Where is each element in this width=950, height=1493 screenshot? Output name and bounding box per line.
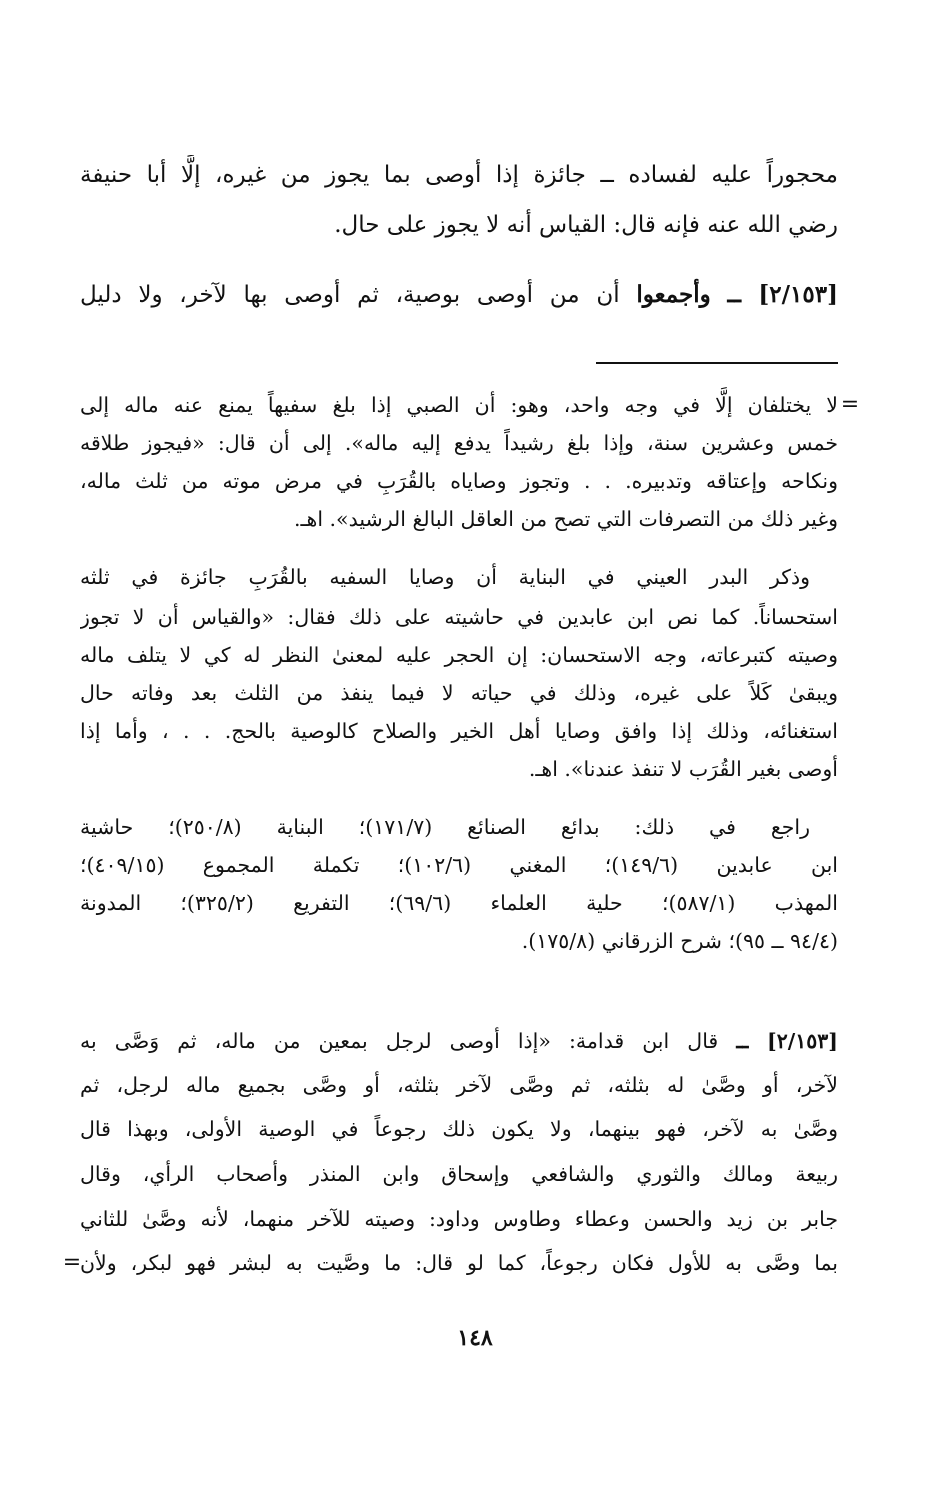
footnote-line: وغير ذلك من التصرفات التي تصح من العاقل البالغ الرشيد». اهـ. [294, 507, 838, 531]
footnote-line: وصَّىٰ به لآخر، فهو بينهما، ولا يكون ذلك رجوعاً في الوصية الأولى، وبهذا قال [80, 1117, 838, 1141]
footnote-entry-number: [٢/١٥٣] ــ [736, 1029, 838, 1053]
footnote-line: وذكر البدر العيني في البناية أن وصايا السفيه بالقُرَبِ جائزة في ثلثه [80, 565, 810, 589]
entry-bold-phrase: وأجمعوا [636, 281, 711, 308]
footnote-line: لا يختلفان إلَّا في وجه واحد، وهو: أن الصبي إذا بلغ سفيهاً يمنع عنه ماله إلى [80, 393, 838, 417]
footnote-line: (٩٤/٤ ــ ٩٥)؛ شرح الزرقاني (١٧٥/٨). [521, 929, 838, 953]
footnote-entry-text: قال ابن قدامة: «إذا أوصى لرجل بمعين من ماله، ثم وَصَّى به [80, 1029, 719, 1053]
footnote-line: ابن عابدين (١٤٩/٦)؛ المغني (١٠٢/٦)؛ تكملة المجموع (٤٠٩/١٥)؛ [80, 853, 838, 877]
main-text-line: محجوراً عليه لفساده ــ جائزة إذا أوصى بما يجوز من غيره، إلَّا أبا حنيفة [80, 162, 838, 188]
footnote-continuation-mark: = [62, 1250, 82, 1275]
main-text-line: رضي الله عنه فإنه قال: القياس أنه لا يجوز على حال. [334, 212, 838, 238]
footnote-continuation-mark: = [840, 392, 860, 417]
footnote-line: بما وصَّى به للأول فكان رجوعاً، كما لو قال: ما وصَّيت به لبشر فهو لبكر، ولأن [80, 1251, 838, 1275]
footnote-line: لآخر، أو وصَّىٰ له بثلثه، ثم وصَّى لآخر بثلثه، أو وصَّى بجميع ماله لرجل، ثم [80, 1073, 838, 1097]
page-number: ١٤٨ [457, 1325, 493, 1351]
footnote-line: استغنائه، وذلك إذا وافق وصايا أهل الخير والصلاح كالوصية بالحج. . . ، وأما إذا [80, 719, 838, 743]
footnote-entry-line [80, 1022, 838, 1060]
footnote-line: ربيعة ومالك والثوري والشافعي وإسحاق وابن المنذر وأصحاب الرأي، وقال [80, 1162, 838, 1186]
footnote-line: جابر بن زيد والحسن وعطاء وطاوس وداود: وصيته للآخر منهما، لأنه وصَّىٰ للثاني [80, 1207, 838, 1231]
footnote-line: ونكاحه وإعتاقه وتدبيره. . . وتجوز وصاياه بالقُرَبِ في مرض موته من ثلث ماله، [80, 469, 838, 493]
footnote-line: المهذب (٥٨٧/١)؛ حلية العلماء (٦٩/٦)؛ التفريع (٣٢٥/٢)؛ المدونة [80, 891, 838, 915]
entry-text: أن من أوصى بوصية، ثم أوصى بها لآخر، ولا دليل [80, 282, 620, 308]
entry-number: [٢/١٥٣] ــ [727, 281, 838, 308]
footnote-line: راجع في ذلك: بدائع الصنائع (١٧١/٧)؛ البناية (٢٥٠/٨)؛ حاشية [80, 815, 810, 839]
footnote-line: استحساناً. كما نص ابن عابدين في حاشيته على ذلك فقال: «والقياس أن لا تجوز [80, 605, 838, 629]
footnote-line: أوصى بغير القُرَب لا تنفذ عندنا». اهـ. [528, 757, 838, 781]
footnote-separator [596, 362, 838, 364]
footnote-line: خمس وعشرين سنة، وإذا بلغ رشيداً يدفع إليه ماله». إلى أن قال: «فيجوز طلاقه [80, 431, 838, 455]
footnote-line: وصيته كتبرعاته، وجه الاستحسان: إن الحجر عليه لمعنىٰ النظر له كي لا يتلف ماله [80, 643, 838, 667]
main-entry-line [80, 275, 838, 315]
footnote-line: ويبقىٰ كَلاً على غيره، وذلك في حياته لا فيما ينفذ من الثلث بعد وفاته حال [80, 681, 838, 705]
